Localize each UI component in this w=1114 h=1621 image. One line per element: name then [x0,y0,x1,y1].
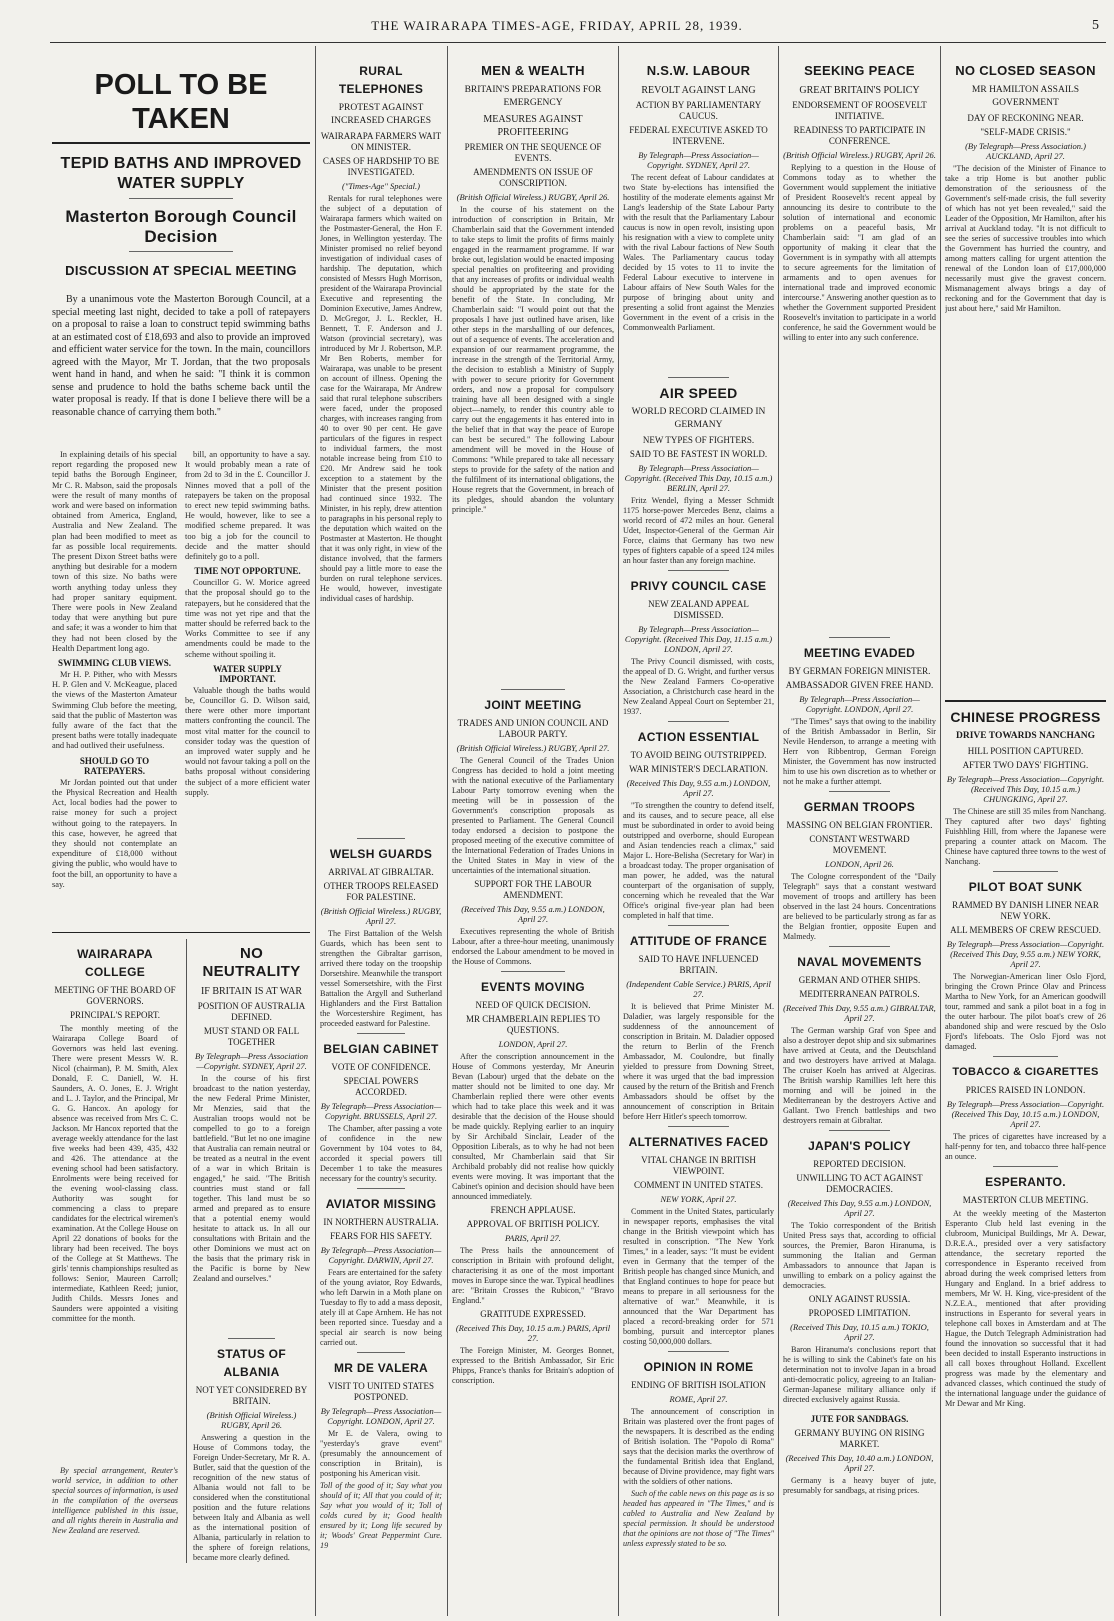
divider [501,971,566,972]
divider [993,1166,1057,1167]
evaded-subhead-2: AMBASSADOR GIVEN FREE HAND. [785,680,934,690]
neutrality-subhead: IF BRITAIN IS AT WAR [200,986,303,997]
pilot-headline: PILOT BOAT SUNK [968,880,1083,894]
events-dateline-2: PARIS, April 27. [505,1233,561,1243]
action-subhead: TO AVOID BEING OUTSTRIPPED. [630,750,767,760]
welsh-headline: WELSH GUARDS [329,847,433,861]
rome-subhead: ENDING OF BRITISH ISOLATION [631,1380,766,1390]
albania-headline: STATUS OF ALBANIA [217,1347,286,1379]
jute-headline: JUTE FOR SANDBAGS. [810,1414,909,1424]
japan-dateline-2: (Received This Day, 10.15 a.m.) TOKIO, April 27. [790,1322,929,1342]
events-subhead-3: FRENCH APPLAUSE. [490,1205,576,1215]
advert-peppermint-cure: Toll of the good of it; Say what you should of it; All that you could of it; Say what you would of it; Toll of colds cured by it; Good health ensured by it; Long life secured by it; Woods' Great Peppermint Cure. 19 [320,1481,442,1550]
divider [993,1056,1057,1057]
telephones-subhead: PROTEST AGAINST INCREASED CHARGES [330,103,432,126]
devalera-body: Mr E. de Valera, owing to "yesterday's grave event" (presumably the announcement of conscription in Britain), is postponing his American visit. [320,1429,442,1478]
nswlabour-dateline: By Telegraph—Press Association—Copyright. SYDNEY, April 27. [638,150,759,170]
neutrality-dateline: By Telegraph—Press Association—Copyright. SYDNEY, April 27. [194,1051,309,1071]
belgian-dateline: By Telegraph—Press Association—Copyright. BRUSSELS, April 27. [320,1101,442,1121]
joint-headline: JOINT MEETING [484,698,582,712]
joint-subhead: TRADES AND UNION COUNCIL AND LABOUR PARTY. [457,718,609,739]
nswlabour-headline: N.S.W. LABOUR [646,63,751,78]
column-b [320,50,442,1615]
seekingpeace-dateline: (British Official Wireless.) RUGBY, April 26. [783,150,936,160]
seekingpeace-subhead: GREAT BRITAIN'S POLICY [799,85,920,96]
japan-body-2: Baron Hiranuma's conclusions report that he is willing to sink the Cabinet's fate on his determination not to involve Japan in a broad anti-democratic policy, agreeing to an Italian-German-Japanese military alliance only if directed exclusively against Russia. [783,1345,936,1404]
divider [357,1188,406,1189]
divider [829,946,890,947]
column-rule [778,46,779,1616]
college-headline: WAIRARAPA COLLEGE [77,947,153,979]
poll-crosshead: SWIMMING CLUB VIEWS. [57,658,172,669]
esperanto-subhead: MASTERTON CLUB MEETING. [962,1195,1089,1205]
poll-paragraph: Councillor G. W. Morice agreed that the proposal should go to the ratepayers, but he considered that the time was not yet ripe and that the matter should be referred back to the Works Committee to see if any amendments could be made to the scheme without spoiling it. [185,578,310,659]
lower-row [52,939,310,1563]
closed-dateline: (By Telegraph—Press Association.) AUCKLAND, April 27. [965,141,1086,161]
column-rule [447,46,448,1616]
rome-headline: OPINION IN ROME [643,1360,754,1374]
germantroops-dateline: LONDON, April 26. [825,859,894,869]
seekingpeace-subhead-2: ENDORSEMENT OF ROOSEVELT INITIATIVE. [792,100,927,121]
action-dateline: (Received This Day, 9.55 a.m.) LONDON, April 27. [626,778,771,798]
divider [668,377,728,378]
germantroops-body: The Cologne correspondent of the "Daily Telegraph" says that a constant westward movement of troops and artillery has been observed in the last 24 hours. Concentrations are believed to be particularly strong as far as the Belgian frontier, opposite Eupen and Malmedy. [783,872,936,941]
column-rule [940,46,941,1616]
belgian-subhead: VOTE OF CONFIDENCE. [331,1062,431,1072]
tobacco-dateline: By Telegraph—Press Association—Copyright. (Received This Day, 10.15 a.m.) LONDON, April 27. [946,1099,1105,1129]
divider [668,1351,728,1352]
poll-paragraph: Mr H. P. Pither, who with Messrs H. P. Glen and V. McKeague, placed the views of the Masterton Amateur Swimming Club before the meeting, said that the public of Masterton was fully aware of the fact that the present baths were totally inadequate and had outlived their usefulness. [52,670,177,751]
germantroops-subhead-2: CONSTANT WESTWARD MOVEMENT. [809,834,910,855]
seekingpeace-subhead-3: READINESS TO PARTICIPATE IN CONFERENCE. [793,125,926,146]
events-subhead-4: APPROVAL OF BRITISH POLICY. [466,1219,600,1229]
devalera-headline: MR DE VALERA [333,1361,429,1375]
alternatives-body: Comment in the United States, particularly in newspaper reports, emphasises the vital change in the British viewpoint which has resulted in conscription. "The New York Times," in a leader, says: "It must be evident even in Germany that the temper of the British people has changed since Munich, and that England continues to hope for peace but means to prepare in all seriousness for the alternative of war." Meanwhile, it is announced that the War Department has placed a record-breaking order for 571 bombing, pursuit and interceptor planes costing 50,000,000 dollars. [623,1207,774,1346]
divider [52,932,310,933]
chinese-subhead-3: AFTER TWO DAYS' FIGHTING. [962,760,1089,770]
poll-subhead-2: Masterton Borough Council Decision [65,207,297,246]
divider [829,791,890,792]
aviator-headline: AVIATOR MISSING [325,1197,437,1211]
poll-headline: POLL TO BE TAKEN [94,69,268,135]
poll-subhead-3: DISCUSSION AT SPECIAL MEETING [65,263,297,278]
telephones-subhead-3: CASES OF HARDSHIP TO BE INVESTIGATED. [322,156,440,177]
tobacco-body: The prices of cigarettes have increased by a half-penny for ten, and tobacco three half-pence an ounce. [945,1132,1106,1161]
column-rule [315,46,316,1616]
poll-crosshead: TIME NOT OPPORTUNE. [194,566,301,577]
menwealth-headline: MEN & WEALTH [481,63,585,78]
divider [829,1130,890,1131]
chinese-body: The Chinese are still 35 miles from Nanchang. They captured after two days' fighting Fuishhling Hill, from where the Japanese were preparing a counter attack on Macom. The Chinese have captured three towns to the west of Nanchang. [945,807,1106,866]
chinese-headline: CHINESE PROGRESS [950,709,1101,725]
devalera-dateline: By Telegraph—Press Association—Copyright. LONDON, April 27. [320,1406,442,1426]
albania-subhead: NOT YET CONSIDERED BY BRITAIN. [195,1385,308,1406]
joint-subhead-2: SUPPORT FOR THE LABOUR AMENDMENT. [474,879,592,900]
events-dateline: LONDON, April 27. [498,1039,568,1049]
tobacco-subhead: PRICES RAISED IN LONDON. [965,1085,1086,1095]
rome-dateline: ROME, April 27. [669,1394,728,1404]
privy-body: The Privy Council dismissed, with costs, the appeal of D. G. Wright, and further versus the New Zealand Farmers Co-operative Association, a Christchurch case heard in the New Zealand Appeal Court on September 21, 1937. [623,657,774,716]
privy-dateline: By Telegraph—Press Association—Copyright. (Received This Day, 11.15 a.m.) LONDON, April 27. [624,624,773,654]
joint-dateline: (British Official Wireless.) RUGBY, April 27. [456,743,610,753]
poll-paragraph: bill, an opportunity to have a say. It would probably mean a rate of from 2d to 3d in the £. Councillor J. Ninnes moved that a poll of the ratepayers be taken on the proposal to erect new tepid swimming baths. He would, however, like to see a modified scheme prepared. It was too big a job for the council to decide and the matter should definitely go to a poll. [185,450,310,562]
poll-lede: By a unanimous vote the Masterton Borough Council, at a special meeting last night, decided to take a poll of ratepayers on a proposal to raise a loan to construct tepid swimming baths at an estimated cost of £18,693 and also to provide an improved and efficient water service for the town. In the main, councillors agreed with the Mayor, Mr T. Jordan, that the two proposals went hand in hand, and when he said: "I think it is common sense and prudence to hold the baths scheme back until the water proposal is ready. If that is done I believe there will be a reasonable chance of carrying them both." [52,294,310,418]
menwealth-body: In the course of his statement on the introduction of conscription in Britain, Mr Chamberlain said that the Government intended to take steps to limit the profits of firms mainly engaged in the rearmament programme. If war broke out, legislation would be enacted imposing special penalties on profiteering and providing that any increases of profits or individual wealth should be appropriated by the state for the benefit of the State. In concluding, Mr Chamberlain said: "I would point out that the proposals I have just outlined have arisen, like other steps in the marshalling of our defences, out of a sequence of events. The acceleration and expansion of our rearmament programme, the increase in the strength of the Territorial Army, the decision to establish a Ministry of Supply with power to secure priority for Government orders, and now a proposal for compulsory training have all been designed with a single object—namely, to render this country able to carry out the engagements it has entered into in the belief that in that way the peace of Europe can best be secured." The following Labour amendment will be moved in the House of Commons: "While prepared to take all necessary steps to provide for the safety of the nation and the fulfilment of its international obligations, the House regrets that the Government, in breach of its pledges, should abandon the voluntary principle." [452,205,614,514]
welsh-subhead: ARRIVAL AT GIBRALTAR. [328,867,434,877]
airspeed-subhead-3: SAID TO BE FASTEST IN WORLD. [629,449,768,459]
pilot-body: The Norwegian-American liner Oslo Fjord, bringing the Crown Prince Olav and Princess Martha to New York, for an American goodwill tour, rammed and sank a pilot boat in a fog in the outer harbour. The pilot boat's crew of 26 abandoned ship and were rescued by the Oslo Fjord's lifeboats. The Oslo Fjord was not damaged. [945,972,1106,1051]
evaded-body: "The Times" says that owing to the inability of the British Ambassador in Berlin, Sir Nevile Henderson, to arrange a meeting with Herr von Ribbentrop, German Foreign Minister, the Government has now instructed him to use his own discretion as to whether or not he make a further attempt. [783,717,936,786]
seekingpeace-body: Replying to a question in the House of Commons today as to whether the Government would supplement the initiative of President Roosevelt's recent appeal by announcing its desire to contribute to the solution of international and economic problems on a peaceful basis, Mr Chamberlain said: "I am glad of an opportunity of making it clear that the Government is in sympathy with all attempts to secure agreements for the limitation of armaments and to open avenues for international trade and improved economic intercourse." Answering another question as to whether the Government supported President Roosevelt's invitation to participate in a world conference, he said the Government would be willing to enter into any such conference. [783,163,936,342]
college-body: The monthly meeting of the Wairarapa College Board of Governors was held last evening. There were present Messrs W. R. Nicol (chairman), P. M. Smith, Alex Donald, F. C. Daniell, W. H. Saunders, A. O. Jones, E. J. Wright and L. J. Taylor, and the Principal, Mr G. G. Hancox. An apology for absence was received from Mrs C. C. Jackson. Mr Hancox reported that the average weekly attendance for the last five weeks had been 439, 435, 432 and 426. The attendance at the evening school had been satisfactory. Enrolments were being received for the evening wool-classing class. Authority was sought for commencing a class to prepare candidates for the electrical wiremen's examination. At the College House on April 22 donations of books for the library had been received. The boys of the College at St Matthews. The girls' tennis championships resulted as follows: Senior, Maureen Carroll; intermediate, Kathleen Reed; junior, Judith Childs. Messrs Jones and Saunders were appointed a visiting committee for the month. [52,1024,178,1323]
poll-paragraph: Valuable though the baths would be, Councillor G. D. Wilson said, there were other more important matters confronting the council. The most vital matter for the council to consider today was the question of an improved water supply and he would not favour taking a poll on the baths proposal without considering the subject of a more efficient water supply. [185,685,310,797]
page-number: 5 [1092,18,1100,33]
chinese-subhead-2: HILL POSITION CAPTURED. [967,746,1084,756]
menwealth-subhead-4: AMENDMENTS ON ISSUE OF CONSCRIPTION. [473,167,593,188]
pilot-subhead: RAMMED BY DANISH LINER NEAR NEW YORK. [952,900,1099,921]
naval-subhead: GERMAN AND OTHER SHIPS. [798,975,921,985]
column-d [623,50,774,1615]
jute-subhead: GERMANY BUYING ON RISING MARKET. [794,1428,925,1449]
privy-headline: PRIVY COUNCIL CASE [630,579,767,593]
joint-body: The General Council of the Trades Union Congress has decided to hold a joint meeting with the national executive of the Parliamentary Labour Party tomorrow evening when the meeting will be in possession of the Government's conscription proposals as presented to Parliament. The General Council today endorsed a decision to postpone the proposed meeting of the executive committee of the International Federation of Trades Unions in the United States in May in view of the uncertainties of the international situation. [452,756,614,875]
nswlabour-subhead-2: ACTION BY PARLIAMENTARY CAUCUS. [635,100,762,121]
masthead-rule [50,42,1106,43]
college-subhead-2: PRINCIPAL'S REPORT. [69,1010,161,1020]
airspeed-subhead-2: NEW TYPES OF FIGHTERS. [642,435,755,445]
menwealth-dateline: (British Official Wireless.) RUGBY, April 26. [456,192,610,202]
poll-paragraph: In explaining details of his special report regarding the proposed new tepid baths the Borough Engineer, Mr C. R. Mabson, said the proposals were the result of many months of work and were based on information obtained from America, England, Australia and New Zealand. The plan had been modified to meet as far as possible local requirements. The present Dixon Street baths were anything but desirable for a modern town of this size. No baths were worth anything today unless they had proper sanitary equipment. There were pools in New Zealand today that were anything but pure and safe; it was a wonder to him that they had not been closed by the Health Department long ago. [52,450,177,653]
alternatives-dateline: NEW YORK, April 27. [660,1194,737,1204]
evaded-dateline: By Telegraph—Press Association—Copyright. LONDON, April 27. [799,694,920,714]
telephones-subhead-2: WAIRARAPA FARMERS WAIT ON MINISTER. [320,131,442,152]
welsh-dateline: (British Official Wireless.) RUGBY, April 27. [320,906,442,926]
alternatives-subhead: VITAL CHANGE IN BRITISH VIEWPOINT. [641,1155,756,1176]
column-c [452,50,614,1615]
events-subhead-2: MR CHAMBERLAIN REPLIES TO QUESTIONS. [466,1014,600,1035]
albania-dateline: (British Official Wireless.) RUGBY, April 26. [206,1410,297,1430]
esperanto-headline: ESPERANTO. [985,1175,1066,1189]
closed-subhead: MR HAMILTON ASSAILS GOVERNMENT [971,85,1080,108]
joint-body-2: Executives representing the whole of British Labour, after a three-hour meeting, unanimously endorsed the Labour amendment to be moved in the House of Commons. [452,927,614,966]
column-rule [618,46,619,1616]
poll-paragraph: Mr Jordan pointed out that under the Physical Recreation and Health Act, local bodies had the power to raise money for such a project without going to the ratepayers. In this case, however, he agreed that they should not contemplate an expenditure of £18,000 without giving the public, who would have to foot the bill, an opportunity to have a say. [52,777,177,889]
japan-subhead-3: ONLY AGAINST RUSSIA. [808,1294,911,1304]
pilot-dateline: By Telegraph—Press Association—Copyright. (Received This Day, 9.55 a.m.) NEW YORK, April 27. [946,939,1105,969]
times-note: Such of the cable news on this page as is so headed has appeared in "The Times," and is cabled to Australia and New Zealand by special permission. It should be understood that the opinions are not those of "The Times" unless expressly stated to be so. [623,1489,774,1548]
rome-body: The announcement of conscription in Britain was plastered over the front pages of the newspapers. It is described as the ending of British isolation. The "Popolo di Roma" says that the decision marks the overthrow of the fundamental British idea that England, because of Divine providence, may fight wars with the soldiers of other nations. [623,1407,774,1486]
divider [129,251,232,252]
japan-dateline: (Received This Day, 9.55 a.m.) LONDON, April 27. [787,1198,932,1218]
divider [357,1352,406,1353]
divider [129,198,232,199]
germantroops-subhead: MASSING ON BELGIAN FRONTIER. [786,820,933,830]
naval-subhead-2: MEDITERRANEAN PATROLS. [799,989,920,999]
poll-crosshead: WATER SUPPLY IMPORTANT. [213,663,282,684]
column-e [783,50,936,1615]
airspeed-subhead: WORLD RECORD CLAIMED IN GERMANY [631,407,766,430]
divider [52,142,310,144]
japan-headline: JAPAN'S POLICY [808,1139,911,1153]
events-body: After the conscription announcement in the House of Commons yesterday, Mr Aneurin Bevan (Labour) urged that the debate on the matter should not be limited to one day. Mr Chamberlain replied there were other events which had to take place this week and it was desirable that the decision of the House should be made quickly. Replying earlier to an inquiry by Sir Archibald Sinclair, Leader of the Opposition Liberals, as to why he had not been consulted, Mr Chamberlain said that Sir Archibald probably did not realise how quickly events were moving. It was important that the Cabinet's opinion and decision should have been announced immediately. [452,1052,614,1201]
jute-body: Germany is a heavy buyer of jute, presumably for sandbags, at rising prices. [783,1476,936,1495]
divider [668,925,728,926]
welsh-body: The First Battalion of the Welsh Guards, which has been sent to strengthen the Gibraltar garrison, arrived there today on the troopship Dorsetshire. Meanwhile the transport vessel Somersetshire, with the First Battalion the Argyll and Sutherland Highlanders and the First Battalion the Worcestershire Regiment, has proceeded eastward for Palestine. [320,929,442,1028]
closed-subhead-3: "SELF-MADE CRISIS." [980,127,1071,137]
divider [668,570,728,571]
chinese-dateline: By Telegraph—Press Association—Copyright. (Received This Day, 10.15 a.m.) CHUNGKING, April 27. [946,774,1105,804]
evaded-subhead: BY GERMAN FOREIGN MINISTER. [788,666,931,676]
aviator-subhead-2: FEARS FOR HIS SAFETY. [330,1231,432,1241]
poll-crosshead: SHOULD GO TO RATEPAYERS. [79,755,150,776]
airspeed-body: Fritz Wendel, flying a Messer Schmidt 1175 horse-power Mercedes Benz, claims a world record of 472 miles an hour. General Udet, Inspector-General of the German Air Force, claims that Germany has two new types of fighters capable of a speed 124 miles an hour faster than any foreign machine. [623,496,774,565]
albania-body: Answering a question in the House of Commons today, the Foreign Under-Secretary, Mr R. A. Butler, said that the question of the recognition of the new status of Albania would not fall to be considered when the constitutional position and the future relations between Italy and Albania as well as the international position of Albania, particularly in relation to the sphere of foreign relations, became more clearly defined. [193,1433,310,1562]
action-subhead-2: WAR MINISTER'S DECLARATION. [629,764,768,774]
alternatives-subhead-2: COMMENT IN UNITED STATES. [633,1180,764,1190]
japan-body: The Tokio correspondent of the British United Press says that, according to official sources, the Premier, Baron Hiranuma, is summoning the Italian and German Ambassadors to announce that Japan is unwilling to embark on a policy against the democracies. [783,1221,936,1290]
belgian-body: The Chamber, after passing a vote of confidence in the new Government by 104 votes to 84, accorded it special powers till December 1 to take the measures necessary for the country's security. [320,1124,442,1183]
japan-subhead-2: UNWILLING TO ACT AGAINST DEMOCRACIES. [796,1173,923,1194]
divider [668,721,728,722]
naval-body: The German warship Graf von Spee and also a destroyer depot ship and six submarines have arrived at Ceuta, and the Deutschland and two destroyers have arrived at Malaga. The cruiser Koeln has arrived at Algeciras. The British warship Ramillies left here this morning and will be joined in the Mediterranean by the destroyers Active and Gallant. Two French battleships and two destroyers remain at Gibraltar. [783,1026,936,1125]
column-a [52,50,310,1615]
divider [357,1033,406,1034]
poll-subhead: TEPID BATHS AND IMPROVED WATER SUPPLY [60,155,302,192]
nswlabour-body: The recent defeat of Labour candidates at two State by-elections has intensified the hostility of the moderate elements against Mr Lang's leadership of the State Labour Party with the result that the Parliamentary Labour caucus is now in open revolt, insisting upon his resignation with a view to complete unity with the rival Labour factions of New South Wales. The Parliamentary caucus today decided by 15 votes to 11 to invite the Federal Labour executive to intervene in Labour affairs of New South Wales for the purpose of bringing about unity and presenting a solid front against the Menzies Government in the event of a crisis in the Commonwealth Parliament. [623,173,774,332]
divider [829,1409,890,1410]
france-headline: ATTITUDE OF FRANCE [629,934,768,948]
events-dateline-3: (Received This Day, 10.15 a.m.) PARIS, April 27. [455,1323,611,1343]
events-subhead-5: GRATITUDE EXPRESSED. [480,1309,586,1319]
belgian-headline: BELGIAN CABINET [323,1042,439,1056]
telephones-headline: RURAL TELEPHONES [338,64,424,96]
events-subhead: NEED OF QUICK DECISION. [475,1000,591,1010]
divider [501,689,566,690]
masthead [0,18,1114,40]
menwealth-subhead: BRITAIN'S PREPARATIONS FOR EMERGENCY [464,85,602,108]
airspeed-headline: AIR SPEED [659,385,738,401]
masthead-title: THE WAIRARAPA TIMES-AGE, FRIDAY, APRIL 28, 1939. [371,18,743,33]
divider [228,1338,275,1339]
closed-headline: NO CLOSED SEASON [955,63,1096,78]
evaded-headline: MEETING EVADED [803,646,916,660]
events-body-3: The Foreign Minister, M. Georges Bonnet, expressed to the British Ambassador, Sir Eric Phipps, France's thanks for Britain's adoption of conscription. [452,1346,614,1385]
france-subhead: SAID TO HAVE INFLUENCED BRITAIN. [638,954,759,975]
pilot-subhead-2: ALL MEMBERS OF CREW RESCUED. [950,925,1101,935]
chinese-subhead: DRIVE TOWARDS NANCHANG [955,731,1095,741]
japan-subhead: REPORTED DECISION. [813,1159,906,1169]
neutrality-headline: NO NEUTRALITY [202,945,301,980]
germantroops-headline: GERMAN TROOPS [803,800,916,814]
divider [668,1126,728,1127]
aviator-body: Fears are entertained for the safety of the young aviator, Roy Edwards, who left Darwin in a Moth plane on Tuesday to fly to add a mass deposit, ately ill at Cape Arnhem. He has not been reported since. Tuesday and a special air search is now being carried out. [320,1268,442,1347]
tobacco-headline: TOBACCO & CIGARETTES [952,1066,1099,1078]
telephones-dateline: ("Times-Age" Special.) [342,181,420,191]
column-f [945,50,1106,1615]
menwealth-subhead-3: PREMIER ON THE SEQUENCE OF EVENTS. [464,142,602,163]
menwealth-subhead-2: MEASURES AGAINST PROFITEERING [483,114,583,138]
reuters-note: By special arrangement, Reuter's world service, in addition to other special sources of information, is used in the compilation of the overseas intelligence published in this issue, and all rights therein in Australia and New Zealand are reserved. [52,1466,178,1535]
college-subhead: MEETING OF THE BOARD OF GOVERNORS. [54,985,176,1006]
naval-dateline: (Received This Day, 9.55 a.m.) GIBRALTAR, April 27. [783,1003,936,1023]
alternatives-headline: ALTERNATIVES FACED [628,1135,769,1149]
aviator-dateline: By Telegraph—Press Association—Copyright. DARWIN, April 27. [320,1245,442,1265]
france-dateline: (Independent Cable Service.) PARIS, April 27. [626,979,771,999]
privy-subhead: NEW ZEALAND APPEAL DISMISSED. [648,599,749,620]
nswlabour-subhead-3: FEDERAL EXECUTIVE ASKED TO INTERVENE. [629,125,768,146]
france-body: It is believed that Prime Minister M. Daladier, was largely responsible for the suddenness of the announcement of conscription in Britain. M. Daladier opposed the return to Berlin of the French Ambassador, M. Coulondre, but finally yielded to pressure from Downing Street, where it was urged that the bad impression caused by the return of the British and French Ambassadors should be offset by the announcement of conscription in Britain before Herr Hitler's speech tomorrow. [623,1002,774,1121]
jute-dateline: (Received This Day, 10.40 a.m.) LONDON, April 27. [785,1453,934,1473]
action-body: "To strengthen the country to defend itself, and its causes, and to secure peace, all else must be subordinated in order to avoid being outstripped and overborne, should European and Asian tendencies reach a climax," said Major L. Hore-Belisha (Secretary for War) in a broadcast today. The proper organisation of man power, he added, was the natural counterpart of the organisation of supply, concerning which he revealed that the War Office's original five-year plan had been completed in half that time. [623,801,774,920]
devalera-subhead: VISIT TO UNITED STATES POSTPONED. [327,1381,435,1402]
welsh-subhead-2: OTHER TROOPS RELEASED FOR PALESTINE. [323,881,439,902]
poll-body [52,448,310,926]
closed-body: "The decision of the Minister of Finance to take a trip Home is but another public demonstration of the seriousness of the Government's self-made crisis, the full severity of which has not yet been revealed," said the Leader of the Opposition, Mr Hamilton, after his arrival at Auckland today. "It is not difficult to see the series of successive troubles into which the Government has hurried the country, and among matters calling for urgent attention the renewal of the London loan of £17,000,000 necessarily must give the gravest concern. Mismanagement always brings a day of reckoning and for the Government that day is just about here," said Mr Hamilton. [945,164,1106,313]
japan-subhead-4: PROPOSED LIMITATION. [808,1308,911,1318]
airspeed-dateline: By Telegraph—Press Association—Copyright. (Received This Day, 10.15 a.m.) BERLIN, April 27. [624,463,773,493]
esperanto-body: At the weekly meeting of the Masterton Esperanto Club held last evening in the clubroom, Municipal Buildings, Mr A. Dewar, D.R.E.A., presided over a very satisfactory attendance, the secretary reported the correspondence in Esperanto received from abroad during the week comprised letters from Hungary and England. In a brief address to members, Mr W. H. King, vice-president of the N.Z.E.A., mentioned that after providing instructions in Esperanto for several years in telephone call boxes in Amsterdam and at The Hague, the Dutch Telegraph Administration had found the innovation so successful that it had been decided to install Esperanto instructions in all call boxes throughout Holland. Excellent progress was made by the elementary and advanced classes, which continued the study of the international language under the guidance of Mr Dewar and Mr King. [945,1209,1106,1408]
neutrality-subhead-3: MUST STAND OR FALL TOGETHER [203,1026,300,1047]
nswlabour-subhead: REVOLT AGAINST LANG [641,85,756,96]
action-headline: ACTION ESSENTIAL [637,730,760,744]
telephones-body: Rentals for rural telephones were the subject of a deputation of Wairarapa farmers which waited on the Postmaster-General, the Hon F. Jones, in Wellington yesterday. The Minister promised no relief beyond investigation of individual cases of hardship. The deputation, which consisted of Messrs Hugh Morrison, president of the Wairarapa Provincial Executive and representing the Dominion Executive, James Andrew, D. McGregor, J. L. Reckler, H. Bennett, T. F. Anderson and J. Watson (provincial secretary), was introduced by Mr J. Robertson, M.P. Mr Ben Roberts, member for Wairarapa, was unable to be present on account of illness. Opening the case for the Wairarapa, Mr Andrew said that rural telephone subscribers were faced, under the proposed charges, with increases ranging from 40 to over 90 per cent. He gave particulars of the figures in respect to individual farmers, the most notable increase being from £10 to £20. Mr Andrew said he took exception to a statement by the Minister that the present position had continued since 1932. The Minister, in his reply, drew attention to paragraphs in his personal reply to the deputation which waited on the Postmaster at Masterton. He thought that it was only right, in view of the distance involved, that the farmers should pay a little more to ease the burden on rural telephone services. He would, however, investigate individual cases of hardship. [320,194,442,603]
events-body-2: The Press hails the announcement of conscription in Britain with profound delight, characterising it as one of the most important moves in Europe since the war. Typical headlines are: "Britain Crosses the Rubicon," "Bravo England." [452,1246,614,1305]
divider [829,637,890,638]
divider [993,871,1057,872]
divider [945,700,1106,702]
seekingpeace-headline: SEEKING PEACE [804,63,915,78]
events-headline: EVENTS MOVING [481,980,585,994]
closed-subhead-2: DAY OF RECKONING NEAR. [967,113,1084,123]
joint-dateline-2: (Received This Day, 9.55 a.m.) LONDON, April 27. [461,904,605,924]
belgian-subhead-2: SPECIAL POWERS ACCORDED. [343,1076,419,1097]
divider [357,838,406,839]
neutrality-subhead-2: POSITION OF AUSTRALIA DEFINED. [197,1001,306,1022]
naval-headline: NAVAL MOVEMENTS [797,955,922,969]
neutrality-body: In the course of his first broadcast to the nation yesterday, the new Federal Prime Minister, Mr Menzies, said that the Australian troops would not be compelled to go to a foreign battlefield. "But let no one imagine that Australia can remain neutral or be treated as a neutral in the event of a war in which Britain is engaged," he said. "The British countries must stand or fall together. This land must be so armed and prepared as to ensure that a potential enemy would hesitate to attack us. In all our consultations with Britain and the other Dominions we must act on the basis that the primary risk in the Pacific is borne by New Zealand and ourselves." [193,1074,310,1283]
aviator-subhead: IN NORTHERN AUSTRALIA. [323,1217,439,1227]
